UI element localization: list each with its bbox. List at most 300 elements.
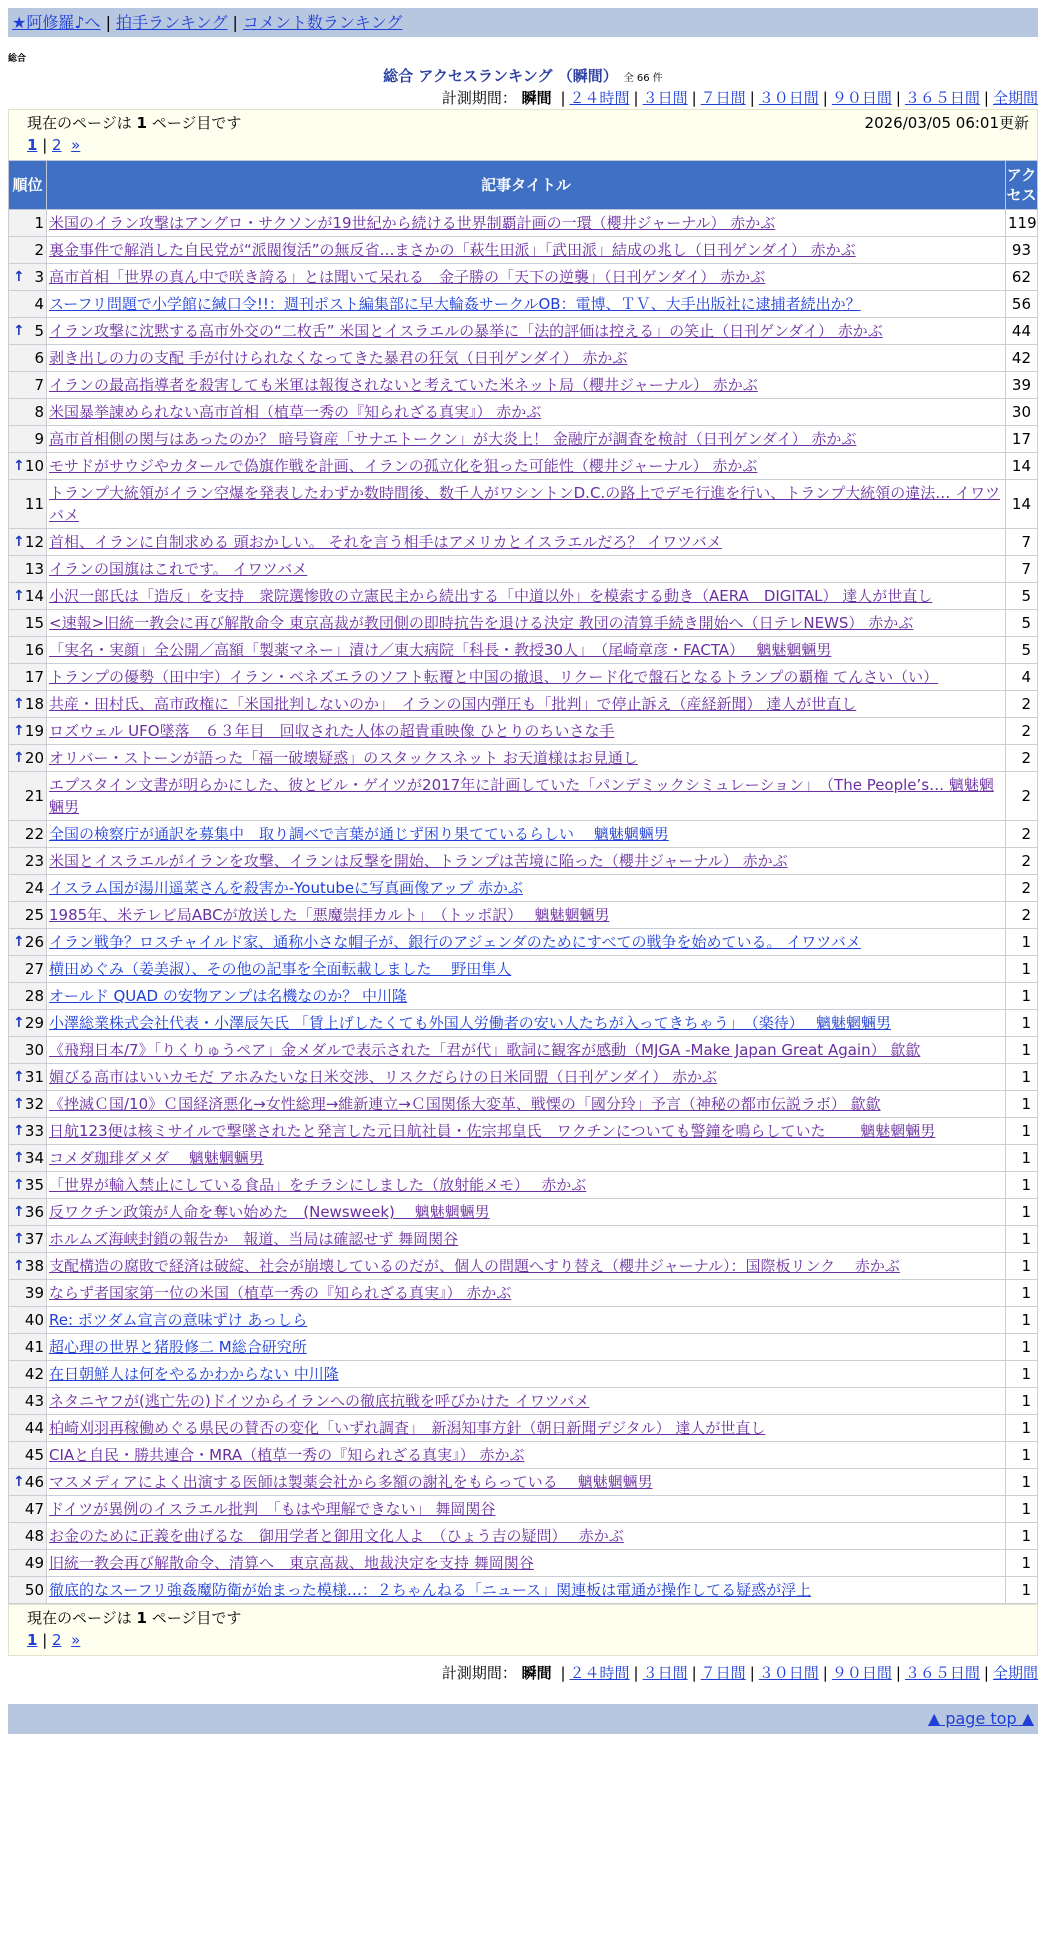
page-link-2[interactable]: 2 — [52, 1631, 62, 1649]
article-link[interactable]: オールド QUAD の安物アンプは名機なのか？ 中川隆 — [49, 987, 408, 1005]
table-row — [9, 1280, 1038, 1307]
comment-ranking-link[interactable]: コメント数ランキング — [242, 13, 403, 32]
rank-cell — [9, 929, 47, 956]
rank-up-arrow-icon: ↑ — [13, 1474, 25, 1490]
rank-cell — [9, 1523, 47, 1550]
rank-number: 14 — [24, 587, 44, 605]
title-cell — [47, 345, 1006, 372]
rank-number: 46 — [24, 1473, 44, 1491]
rank-number: 41 — [24, 1338, 44, 1356]
title-cell — [47, 1280, 1006, 1307]
total-count: 全 66 件 — [623, 73, 663, 84]
title-cell — [47, 1199, 1006, 1226]
rank-cell — [9, 426, 47, 453]
rank-up-arrow-icon: ↑ — [13, 934, 25, 950]
title-cell — [47, 372, 1006, 399]
access-count: 1 — [1006, 1388, 1038, 1415]
title-cell — [47, 399, 1006, 426]
rank-cell — [9, 1253, 47, 1280]
article-link[interactable]: 共産・田村氏、高市政権に「米国批判しないのか」 イランの国内弾圧も「批判」で停止訴え（産経新聞） 達人が世直し — [49, 695, 857, 713]
table-row — [9, 983, 1038, 1010]
title-cell — [47, 453, 1006, 480]
table-row — [9, 718, 1038, 745]
rank-number: 7 — [34, 376, 44, 394]
period-link[interactable]: ７日間 — [700, 89, 746, 107]
rank-number: 44 — [24, 1419, 44, 1437]
table-row — [9, 1415, 1038, 1442]
access-count: 44 — [1006, 318, 1038, 345]
article-link[interactable]: 柏崎刈羽再稼働めぐる県民の賛否の変化「いずれ調査」 新潟知事方針（朝日新聞デジタル） 達人が世直し — [49, 1419, 766, 1437]
access-count: 1 — [1006, 1253, 1038, 1280]
rank-number: 24 — [24, 879, 44, 897]
ranking-table — [8, 160, 1038, 1604]
rank-up-arrow-icon: ↑ — [13, 750, 25, 766]
access-count: 14 — [1006, 453, 1038, 480]
article-link[interactable]: 剥き出しの力の支配 手が付けられなくなってきた暴君の狂気（日刊ゲンダイ） 赤かぶ — [49, 349, 628, 367]
article-link[interactable]: イランの国旗はこれです。 イワツバメ — [49, 560, 308, 578]
article-link[interactable]: 《挫滅Ｃ国/10》Ｃ国経済悪化→女性総理→維新連立→Ｃ国関係大変革、戦慄の「國分玲」予言（神秘の都市伝説ラボ） 歙歙 — [49, 1095, 881, 1113]
rank-up-arrow-icon: ↑ — [13, 1015, 25, 1031]
article-link[interactable]: 小沢一郎氏は「造反」を支持 衆院選惨敗の立憲民主から続出する「中道以外」を模索する動き（AERA DIGITAL） 達人が世直し — [49, 587, 933, 605]
access-count: 5 — [1006, 583, 1038, 610]
rank-cell — [9, 902, 47, 929]
title-cell — [47, 1172, 1006, 1199]
period-separator: | — [749, 89, 755, 107]
rank-cell — [9, 210, 47, 237]
table-row — [9, 1442, 1038, 1469]
table-row — [9, 372, 1038, 399]
period-link[interactable]: ３０日間 — [758, 89, 819, 107]
rank-up-arrow-icon: ↑ — [13, 1096, 25, 1112]
page-top-link[interactable]: ▲ page top ▲ — [927, 1709, 1034, 1728]
table-row — [9, 745, 1038, 772]
rank-number: 16 — [24, 641, 44, 659]
rank-up-arrow-icon: ↑ — [13, 1258, 25, 1274]
title-cell — [47, 237, 1006, 264]
article-link[interactable]: エプスタイン文書が明らかにした、彼とビル・ゲイツが2017年に計画していた「パンデミックシミュレーション」 （The People’s… 魑魅魍魎男 — [49, 776, 994, 816]
rank-number: 11 — [24, 495, 44, 513]
title-cell — [47, 529, 1006, 556]
rank-cell — [9, 1064, 47, 1091]
rank-number: 19 — [24, 722, 44, 740]
table-row — [9, 610, 1038, 637]
table-row — [9, 1145, 1038, 1172]
title-cell — [47, 1577, 1006, 1604]
table-row — [9, 210, 1038, 237]
article-link[interactable]: イラン攻撃に沈黙する高市外交の“二枚舌” 米国とイスラエルの暴挙に「法的評価は控える」の笑止（日刊ゲンダイ） 赤かぶ — [49, 322, 883, 340]
access-count: 2 — [1006, 718, 1038, 745]
article-link[interactable]: ならず者国家第一位の米国（植草一秀の『知られざる真実』） 赤かぶ — [49, 1284, 512, 1302]
table-row — [9, 1361, 1038, 1388]
rank-number: 33 — [24, 1122, 44, 1140]
rank-cell — [9, 318, 47, 345]
table-row — [9, 956, 1038, 983]
rank-number: 20 — [24, 749, 44, 767]
article-link[interactable]: 裏金事件で解消した自民党が“派閥復活”の無反省…まさかの「萩生田派」「武田派」結成の兆し（日刊ゲンダイ） 赤かぶ — [49, 241, 856, 259]
article-link[interactable]: 高市首相側の関与はあったのか？ 暗号資産「サナエトークン」が大炎上！ 金融庁が調査を検討（日刊ゲンダイ） 赤かぶ — [49, 430, 857, 448]
period-separator: | — [895, 89, 901, 107]
article-link[interactable]: 全国の検察庁が通訳を募集中 取り調べで言葉が通じず困り果てているらしい 魑魅魍魎男 — [49, 825, 669, 843]
title-cell — [47, 1388, 1006, 1415]
title-cell — [47, 1361, 1006, 1388]
article-link[interactable]: 高市首相「世界の真ん中で咲き誇る」とは聞いて呆れる 金子勝の「天下の逆襲」（日刊ゲンダイ） 赤かぶ — [49, 268, 766, 286]
access-count: 1 — [1006, 1307, 1038, 1334]
table-row — [9, 875, 1038, 902]
rank-cell — [9, 1388, 47, 1415]
period-link[interactable]: ９０日間 — [831, 89, 892, 107]
access-count: 7 — [1006, 529, 1038, 556]
article-link[interactable]: 支配構造の腐敗で経済は破綻、社会が崩壊しているのだが、個人の問題へすり替え（櫻井ジャーナル）：国際板リンク 赤かぶ — [49, 1257, 900, 1275]
rank-cell — [9, 583, 47, 610]
table-row — [9, 318, 1038, 345]
access-count: 5 — [1006, 610, 1038, 637]
table-row — [9, 1010, 1038, 1037]
article-link[interactable]: オリバー・ストーンが語った「福一破壊疑惑」のスタックスネット お天道様はお見通し — [49, 749, 638, 767]
rank-cell — [9, 1172, 47, 1199]
title-cell — [47, 1415, 1006, 1442]
table-row — [9, 1091, 1038, 1118]
rank-cell — [9, 983, 47, 1010]
access-count: 7 — [1006, 556, 1038, 583]
rank-number: 18 — [24, 695, 44, 713]
period-link[interactable]: ９０日間 — [831, 1664, 892, 1682]
article-link[interactable]: Re: ポツダム宣言の意味ずけ あっしら — [49, 1311, 308, 1329]
rank-up-arrow-icon: ↑ — [13, 1177, 25, 1193]
title-cell — [47, 1253, 1006, 1280]
rank-header: 順位 — [9, 161, 47, 210]
rank-cell — [9, 1199, 47, 1226]
access-count: 1 — [1006, 1037, 1038, 1064]
period-separator: | — [691, 89, 697, 107]
title-cell — [47, 210, 1006, 237]
rank-cell — [9, 718, 47, 745]
next-page-link[interactable]: » — [71, 136, 81, 154]
title-cell — [47, 1091, 1006, 1118]
access-count: 1 — [1006, 1091, 1038, 1118]
rank-cell — [9, 372, 47, 399]
access-count: 2 — [1006, 848, 1038, 875]
title-cell — [47, 848, 1006, 875]
table-row — [9, 1550, 1038, 1577]
table-row — [9, 772, 1038, 821]
title-cell — [47, 1523, 1006, 1550]
article-link[interactable]: 媚びる高市はいいカモだ アホみたいな日米交渉、リスクだらけの日米同盟（日刊ゲンダイ） 赤かぶ — [49, 1068, 718, 1086]
article-link[interactable]: ドイツが異例のイスラエル批判 「もはや理解できない」 舞岡関谷 — [49, 1500, 496, 1518]
rank-cell — [9, 1334, 47, 1361]
article-link[interactable]: 米国のイラン攻撃はアングロ・サクソンが19世紀から続ける世界制覇計画の一環（櫻井ジャーナル） 赤かぶ — [49, 214, 776, 232]
article-link[interactable]: <速報>旧統一教会に再び解散命令 東京高裁が教団側の即時抗告を退ける決定 教団の清算手続き開始へ（日テレNEWS） 赤かぶ — [49, 614, 914, 632]
nav-separator: | — [232, 13, 238, 32]
table-row — [9, 583, 1038, 610]
table-row — [9, 291, 1038, 318]
period-link[interactable]: ７日間 — [700, 1664, 746, 1682]
access-count: 1 — [1006, 1280, 1038, 1307]
period-link[interactable]: ３日間 — [642, 1664, 688, 1682]
rank-cell — [9, 1091, 47, 1118]
table-row — [9, 1496, 1038, 1523]
table-row — [9, 902, 1038, 929]
table-row — [9, 1577, 1038, 1604]
period-link[interactable]: ３日間 — [642, 89, 688, 107]
rank-cell — [9, 772, 47, 821]
article-link[interactable]: 在日朝鮮人は何をやるかわからない 中川隆 — [49, 1365, 339, 1383]
access-count: 1 — [1006, 1010, 1038, 1037]
rank-cell — [9, 1037, 47, 1064]
pager-bottom: 現在のページは 1 ページ目です 1 | 2 » — [8, 1604, 1038, 1656]
ranking-title: 総合 アクセスランキング （瞬間） — [383, 67, 618, 85]
rank-up-arrow-icon: ↑ — [13, 323, 25, 339]
rank-up-arrow-icon: ↑ — [13, 588, 25, 604]
title-cell — [47, 1469, 1006, 1496]
table-row — [9, 1334, 1038, 1361]
period-link[interactable]: ３０日間 — [758, 1664, 819, 1682]
table-row — [9, 529, 1038, 556]
access-count: 5 — [1006, 637, 1038, 664]
period-current: 瞬間 — [521, 89, 552, 107]
article-link[interactable]: コメダ珈琲ダメダ 魑魅魍魎男 — [49, 1149, 264, 1167]
rank-up-arrow-icon: ↑ — [13, 1150, 25, 1166]
rank-number: 17 — [24, 668, 44, 686]
rank-number: 6 — [34, 349, 44, 367]
table-row — [9, 1118, 1038, 1145]
rank-number: 12 — [24, 533, 44, 551]
period-selector-bottom — [8, 1662, 1038, 1684]
article-link[interactable]: 反ワクチン政策が人命を奪い始めた (Newsweek) 魑魅魍魎男 — [49, 1203, 490, 1221]
period-link[interactable]: ２４時間 — [569, 1664, 630, 1682]
access-count: 2 — [1006, 821, 1038, 848]
period-link[interactable]: ３６５日間 — [904, 89, 980, 107]
article-link[interactable]: 日航123便は核ミサイルで撃墜されたと発言した元日航社員・佐宗邦皇氏 ワクチンについても警鐘を鳴らしていた 魑魅魍魎男 — [49, 1122, 936, 1140]
article-link[interactable]: お金のために正義を曲げるな 御用学者と御用文化人よ （ひょう吉の疑問） 赤かぶ — [49, 1527, 624, 1545]
rank-cell — [9, 345, 47, 372]
access-count: 2 — [1006, 691, 1038, 718]
rank-number: 3 — [34, 268, 44, 286]
access-count: 14 — [1006, 480, 1038, 529]
access-count: 30 — [1006, 399, 1038, 426]
article-link[interactable]: 首相、イランに自制求める 頭おかしい。 それを言う相手はアメリカとイスラエルだろ？ イワツバメ — [49, 533, 722, 551]
article-link[interactable]: CIAと自民・勝共連合・MRA（植草一秀の『知られざる真実』） 赤かぶ — [49, 1446, 525, 1464]
access-count: 2 — [1006, 902, 1038, 929]
article-link[interactable]: 小澤総業株式会社代表・小澤辰矢氏 「賃上げしたくても外国人労働者の安い人たちが入ってきちゃう」 （楽待） 魑魅魍魎男 — [49, 1014, 892, 1032]
article-link[interactable]: スーフリ問題で小学館に緘口令!!：週刊ポスト編集部に早大輪姦サークルOB：電博、ＴＶ、大手出版社に逮捕者続出か？ — [49, 295, 861, 313]
rank-cell — [9, 821, 47, 848]
table-row — [9, 691, 1038, 718]
access-count: 1 — [1006, 1226, 1038, 1253]
rank-number: 42 — [24, 1365, 44, 1383]
rank-number: 48 — [24, 1527, 44, 1545]
category-label: 総合 — [8, 54, 27, 64]
rank-up-arrow-icon: ↑ — [13, 1069, 25, 1085]
rank-number: 28 — [24, 987, 44, 1005]
rank-number: 26 — [24, 933, 44, 951]
title-cell — [47, 1064, 1006, 1091]
article-link[interactable]: イスラム国が湯川遥菜さんを殺害か-Youtubeに写真画像アップ 赤かぶ — [49, 879, 523, 897]
title-cell — [47, 1037, 1006, 1064]
rank-cell — [9, 848, 47, 875]
title-cell — [47, 1010, 1006, 1037]
title-cell — [47, 264, 1006, 291]
article-link[interactable]: 「世界が輸入禁止にしている食品」をチラシにしました（放射能メモ） 赤かぶ — [49, 1176, 587, 1194]
article-link[interactable]: イランの最高指導者を殺害しても米軍は報復されないと考えていた米ネット局（櫻井ジャーナル） 赤かぶ — [49, 376, 758, 394]
title-cell — [47, 664, 1006, 691]
article-link[interactable]: 超心理の世界と猪股修二 M総合研究所 — [49, 1338, 307, 1356]
rank-number: 49 — [24, 1554, 44, 1572]
title-cell — [47, 691, 1006, 718]
period-links — [556, 1664, 1038, 1682]
rank-number: 22 — [24, 825, 44, 843]
rank-cell — [9, 1361, 47, 1388]
table-row — [9, 821, 1038, 848]
article-link[interactable]: 1985年、米テレビ局ABCが放送した「悪魔崇拝カルト」 （トッポ訳） 魑魅魍魎男 — [49, 906, 610, 924]
title-cell — [47, 745, 1006, 772]
article-link[interactable]: モサドがサウジやカタールで偽旗作戦を計画、イランの孤立化を狙った可能性（櫻井ジャーナル） 赤かぶ — [49, 457, 758, 475]
pager-top: 現在のページは 1 ページ目です 2026/03/05 06:01更新 1 | 2 » — [8, 109, 1038, 160]
title-cell — [47, 772, 1006, 821]
title-cell — [47, 1307, 1006, 1334]
title-cell — [47, 1496, 1006, 1523]
period-label: 計測期間： — [441, 89, 517, 107]
access-count: 1 — [1006, 1577, 1038, 1604]
article-link[interactable]: イラン戦争？ロスチャイルド家、通称小さな帽子が、銀行のアジェンダのためにすべての戦争を始めている。 イワツバメ — [49, 933, 861, 951]
rank-number: 32 — [24, 1095, 44, 1113]
title-cell — [47, 556, 1006, 583]
table-row — [9, 1253, 1038, 1280]
access-count: 1 — [1006, 1145, 1038, 1172]
rank-cell — [9, 480, 47, 529]
period-separator: | — [560, 89, 566, 107]
rank-cell — [9, 1496, 47, 1523]
article-link[interactable]: 横田めぐみ（姜美淑）、その他の記事を全面転載しました 野田隼人 — [49, 960, 512, 978]
rank-number: 34 — [24, 1149, 44, 1167]
rank-number: 5 — [34, 322, 44, 340]
table-row — [9, 345, 1038, 372]
rank-number: 25 — [24, 906, 44, 924]
article-link[interactable]: 旧統一教会再び解散命令、清算へ 東京高裁、地裁決定を支持 舞岡関谷 — [49, 1554, 534, 1572]
rank-cell — [9, 1415, 47, 1442]
rank-number: 13 — [24, 560, 44, 578]
next-page-link[interactable]: » — [71, 1631, 81, 1649]
period-current: 瞬間 — [521, 1664, 552, 1682]
page-link-2[interactable]: 2 — [52, 136, 62, 154]
table-row — [9, 1469, 1038, 1496]
rank-cell — [9, 610, 47, 637]
title-cell — [47, 718, 1006, 745]
table-row — [9, 637, 1038, 664]
access-count: 1 — [1006, 1064, 1038, 1091]
period-link[interactable]: ３６５日間 — [904, 1664, 980, 1682]
title-cell — [47, 480, 1006, 529]
article-link[interactable]: ロズウェル UFO墜落 ６３年目 回収された人体の超貴重映像 ひとりのちいさな手 — [49, 722, 615, 740]
table-row — [9, 264, 1038, 291]
table-row — [9, 1226, 1038, 1253]
article-link[interactable]: 米国暴挙諌められない高市首相（植草一秀の『知られざる真実』） 赤かぶ — [49, 403, 542, 421]
table-row — [9, 453, 1038, 480]
access-count: 1 — [1006, 1550, 1038, 1577]
rank-cell — [9, 956, 47, 983]
access-count: 93 — [1006, 237, 1038, 264]
rank-cell — [9, 1550, 47, 1577]
table-row — [9, 1523, 1038, 1550]
rank-cell — [9, 399, 47, 426]
period-link[interactable]: 全期間 — [992, 1664, 1038, 1682]
article-link[interactable]: トランプ大統領がイラン空爆を発表したわずか数時間後、数千人がワシントンD.C.の路上でデモ行進を行い、トランプ大統領の違法… イワツバメ — [49, 484, 1000, 524]
page-link-1[interactable]: 1 — [27, 136, 38, 154]
access-count: 2 — [1006, 745, 1038, 772]
title-cell — [47, 1226, 1006, 1253]
title-cell — [47, 1145, 1006, 1172]
rank-number: 50 — [24, 1581, 44, 1599]
period-separator: | — [822, 1664, 828, 1682]
access-count: 1 — [1006, 1334, 1038, 1361]
article-link[interactable]: トランプの優勢（田中宇）イラン・ベネズエラのソフト転覆と中国の撤退、リクード化で盤石となるトランプの覇権 てんさい（い） — [49, 668, 939, 686]
period-link[interactable]: 全期間 — [992, 89, 1038, 107]
rank-cell — [9, 691, 47, 718]
rank-up-arrow-icon: ↑ — [13, 458, 25, 474]
article-link[interactable]: マスメディアによく出演する医師は製薬会社から多額の謝礼をもらっている 魑魅魍魎男 — [49, 1473, 653, 1491]
access-count: 1 — [1006, 1199, 1038, 1226]
rank-cell — [9, 1118, 47, 1145]
table-row — [9, 1037, 1038, 1064]
access-count: 119 — [1006, 210, 1038, 237]
rank-number: 31 — [24, 1068, 44, 1086]
rank-number: 23 — [24, 852, 44, 870]
table-row — [9, 1064, 1038, 1091]
period-separator: | — [633, 89, 639, 107]
article-link[interactable]: 「実名・実顔」全公開／高額「製薬マネー」漬け／東大病院「科長・教授30人」 （尾崎章彦・FACTA） 魑魅魍魎男 — [49, 641, 832, 659]
rank-up-arrow-icon: ↑ — [13, 269, 25, 285]
title-cell — [47, 956, 1006, 983]
access-header: アクセス — [1006, 161, 1038, 210]
home-link[interactable]: ★阿修羅♪へ — [12, 13, 101, 32]
rank-number: 8 — [34, 403, 44, 421]
rank-up-arrow-icon: ↑ — [13, 696, 25, 712]
access-count: 1 — [1006, 1415, 1038, 1442]
article-link[interactable]: 米国とイスラエルがイランを攻撃、イランは反撃を開始、トランプは苦境に陥った（櫻井ジャーナル） 赤かぶ — [49, 852, 788, 870]
applause-ranking-link[interactable]: 拍手ランキング — [115, 13, 228, 32]
rank-number: 4 — [34, 295, 44, 313]
rank-cell — [9, 237, 47, 264]
article-link[interactable]: 《飛翔日本/7》「りくりゅうペア」金メダルで表示された「君が代」歌詞に観客が感動（MJGA -Make Japan Great Again） 歙歙 — [49, 1041, 921, 1059]
rank-cell — [9, 875, 47, 902]
rank-cell — [9, 1469, 47, 1496]
article-link[interactable]: ホルムズ海峡封鎖の報告か 報道、当局は確認せず 舞岡関谷 — [49, 1230, 459, 1248]
access-count: 1 — [1006, 1496, 1038, 1523]
period-link[interactable]: ２４時間 — [569, 89, 630, 107]
rank-cell — [9, 745, 47, 772]
article-link[interactable]: 徹底的なスーフリ強姦魔防衛が始まった模様…：２ちゃんねる「ニュース」関連板は電通が操作してる疑惑が浮上 — [49, 1581, 812, 1599]
rank-cell — [9, 664, 47, 691]
top-nav-bar — [8, 8, 1038, 37]
table-row — [9, 480, 1038, 529]
rank-cell — [9, 291, 47, 318]
rank-number: 36 — [24, 1203, 44, 1221]
rank-number: 38 — [24, 1257, 44, 1275]
rank-number: 27 — [24, 960, 44, 978]
rank-cell — [9, 529, 47, 556]
table-row — [9, 664, 1038, 691]
rank-cell — [9, 1307, 47, 1334]
page-link-1[interactable]: 1 — [27, 1631, 38, 1649]
title-cell — [47, 1442, 1006, 1469]
table-row — [9, 399, 1038, 426]
title-cell — [47, 902, 1006, 929]
access-count: 1 — [1006, 983, 1038, 1010]
rank-up-arrow-icon: ↑ — [13, 1204, 25, 1220]
rank-cell — [9, 1010, 47, 1037]
rank-cell — [9, 264, 47, 291]
article-link[interactable]: ネタニヤフが(逃亡先の)ドイツからイランへの徹底抗戦を呼びかけた イワツバメ — [49, 1392, 590, 1410]
period-links — [556, 89, 1038, 107]
